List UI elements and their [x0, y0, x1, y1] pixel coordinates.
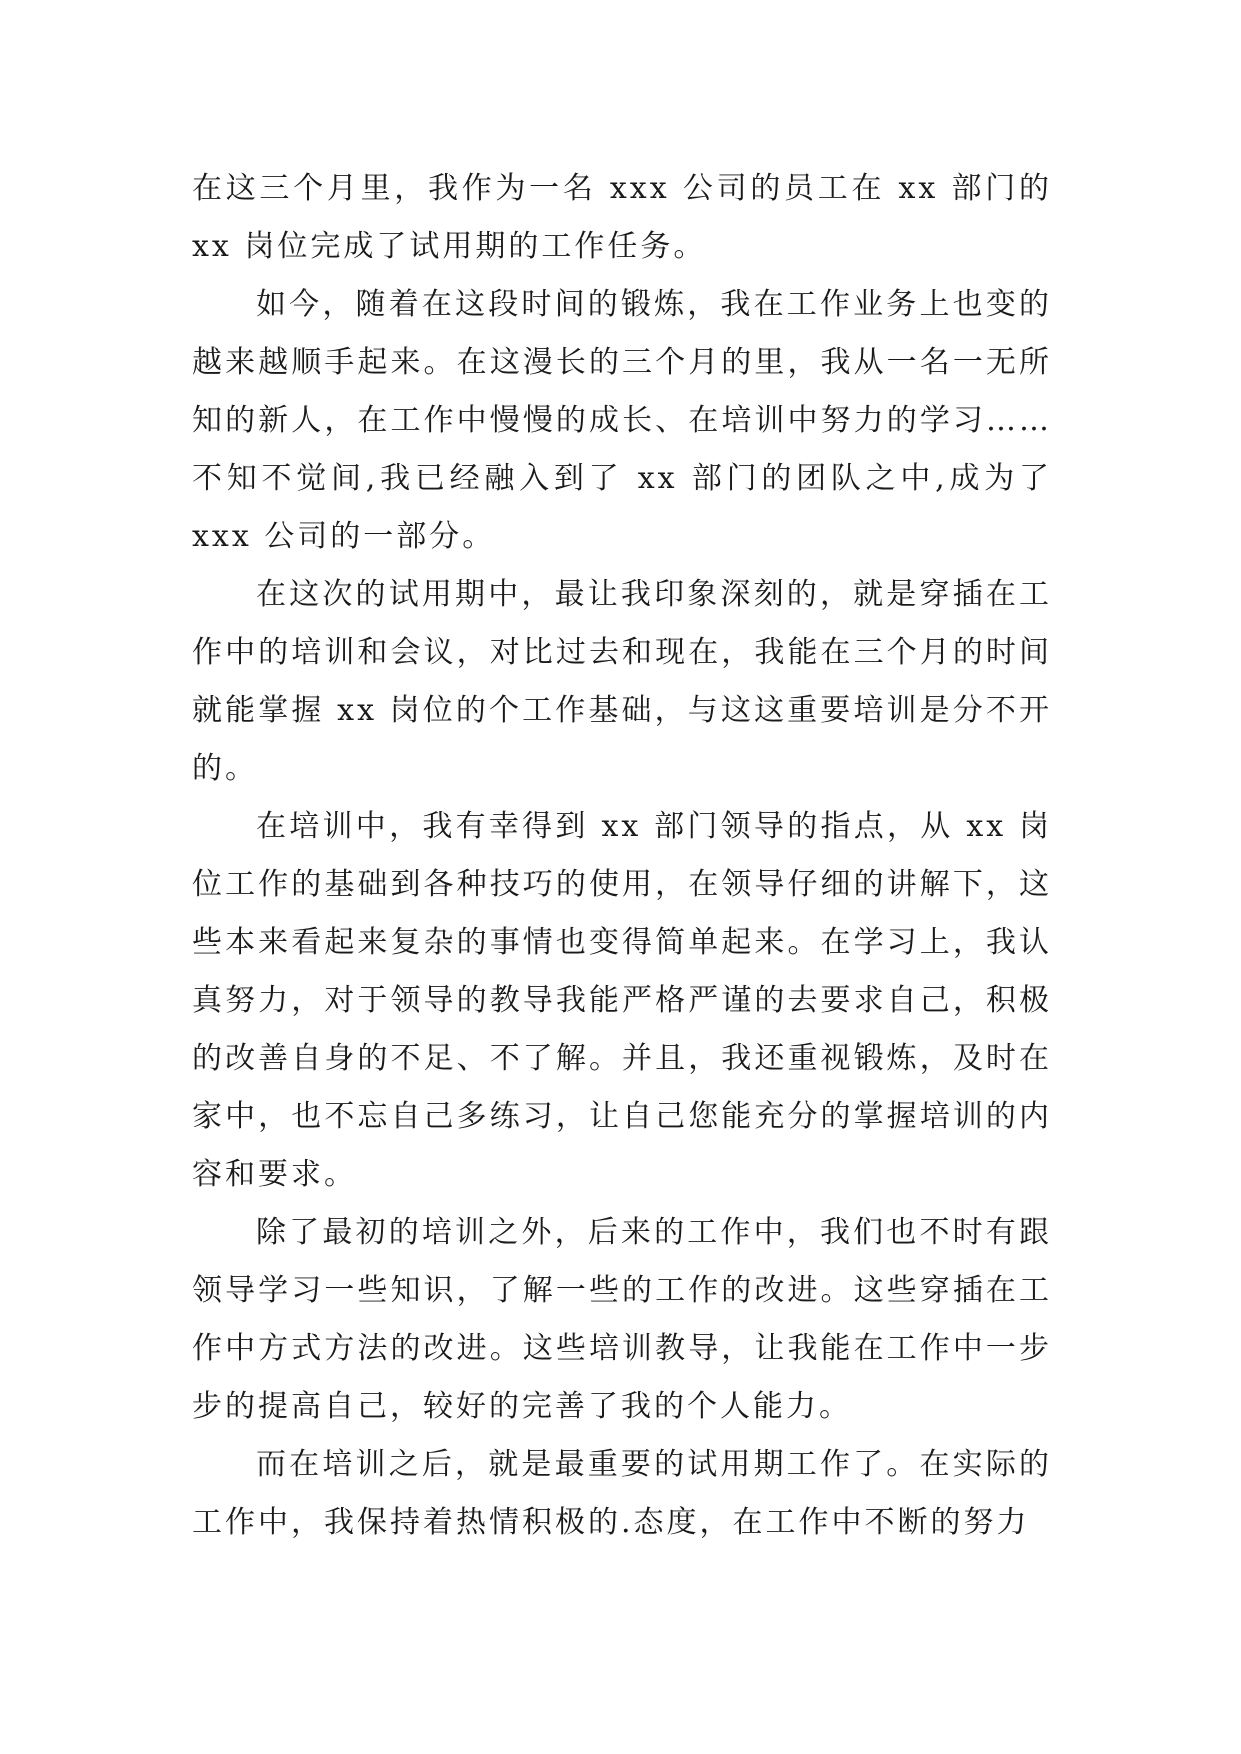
- paragraph-5: 除了最初的培训之外，后来的工作中，我们也不时有跟领导学习一些知识，了解一些的工作的改进。这些穿插在工作中方式方法的改进。这些培训教导，让我能在工作中一步步的提高自己，较好的完善了我的个人能力。: [192, 1215, 1052, 1424]
- document-body: [192, 160, 1052, 1552]
- paragraph-6: 而在培训之后，就是最重要的试用期工作了。在实际的工作中，我保持着热情积极的.态度，在工作中不断的努力: [192, 1447, 1052, 1540]
- paragraph-1: 在这三个月里，我作为一名 xxx 公司的员工在 xx 部门的 xx 岗位完成了试用期的工作任务。: [192, 171, 1052, 264]
- paragraph-2: 如今，随着在这段时间的锻炼，我在工作业务上也变的越来越顺手起来。在这漫长的三个月的里，我从一名一无所知的新人，在工作中慢慢的成长、在培训中努力的学习……不知不觉间,我已经融入到了 xx 部门的团队之中,成为了 xxx 公司的一部分。: [192, 287, 1052, 554]
- paragraph-4: 在培训中，我有幸得到 xx 部门领导的指点，从 xx 岗位工作的基础到各种技巧的使用，在领导仔细的讲解下，这些本来看起来复杂的事情也变得简单起来。在学习上，我认真努力，对于领导的教导我能严格严谨的去要求自己，积极的改善自身的不足、不了解。并且，我还重视锻炼，及时在家中，也不忘自己多练习，让自己您能充分的掌握培训的内容和要求。: [192, 809, 1052, 1192]
- paragraph-3: 在这次的试用期中，最让我印象深刻的，就是穿插在工作中的培训和会议，对比过去和现在，我能在三个月的时间就能掌握 xx 岗位的个工作基础，与这这重要培训是分不开的。: [192, 577, 1052, 786]
